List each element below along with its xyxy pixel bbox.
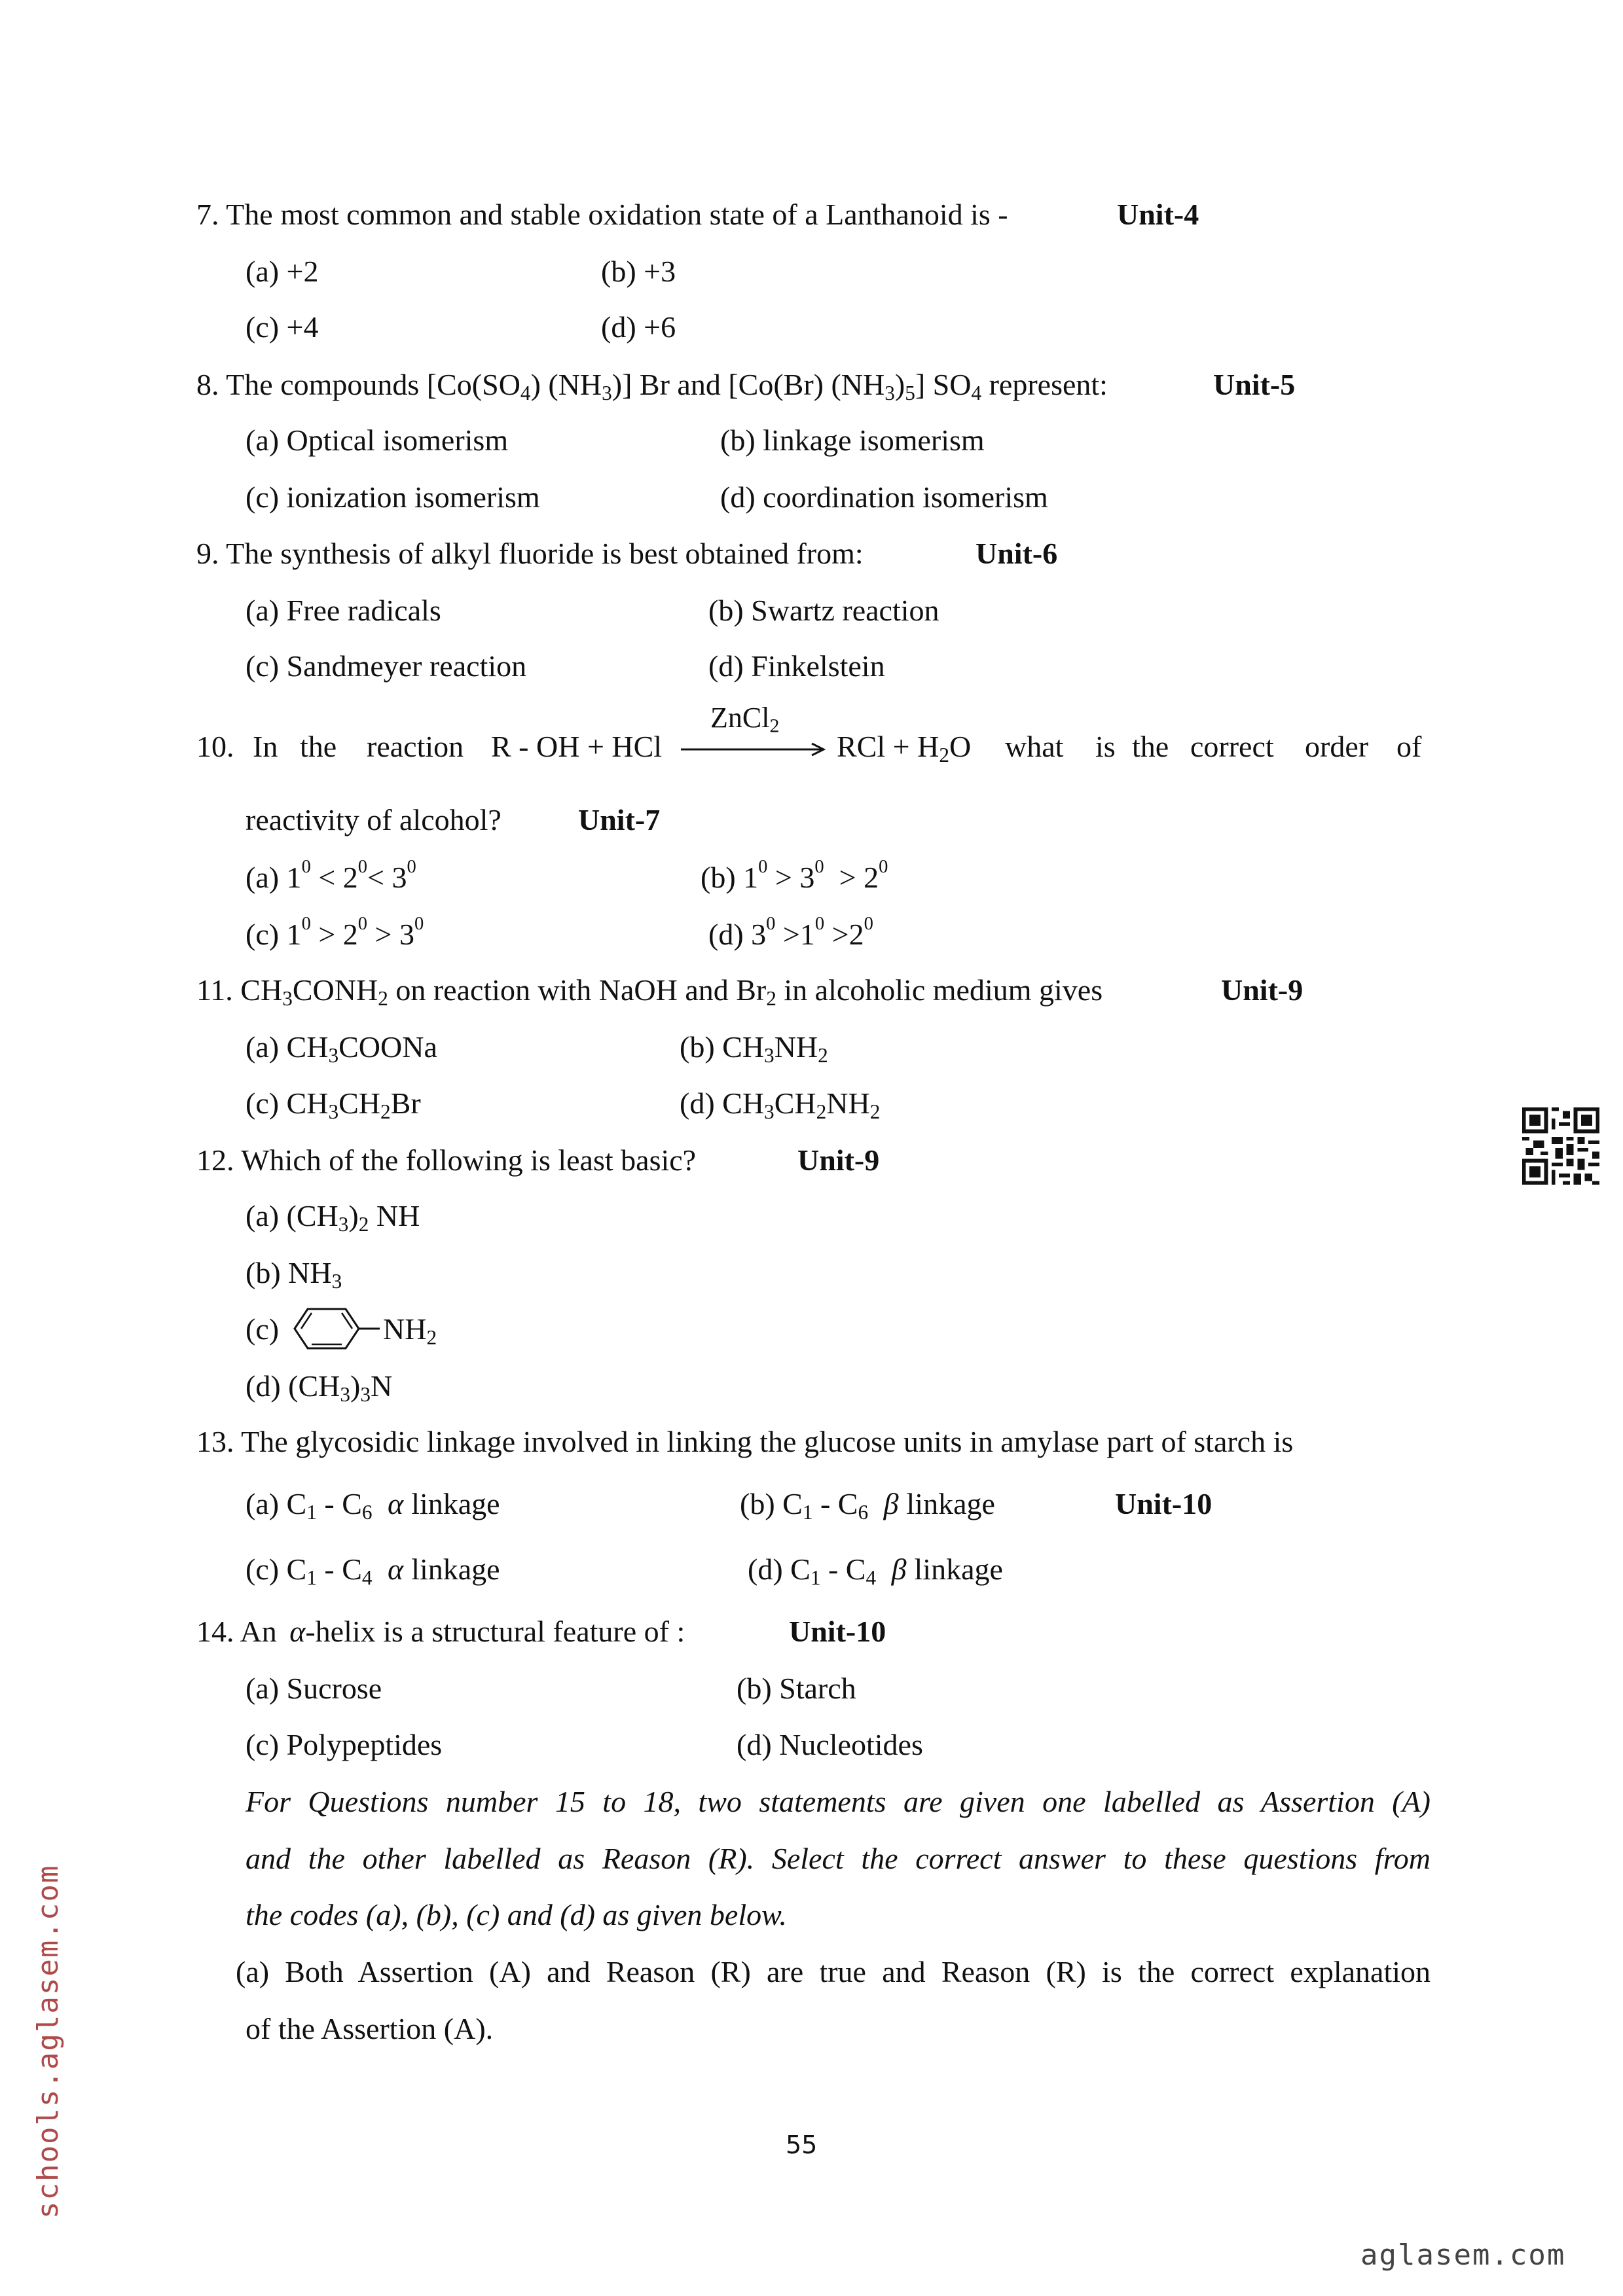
q12-option-d-sub: 3 [340,1382,350,1406]
q8-sub: 3 [884,381,895,404]
q8-text: represent: [981,368,1108,401]
q10-option-d-sup: 0 [814,914,825,935]
q13-unit: Unit-10 [1115,1487,1213,1520]
q13-option-b [740,1487,995,1524]
q12-option-d-text: ) [350,1369,361,1403]
q10-option-d-sup: 0 [864,914,873,935]
q13-option-a-text: (a) C [246,1487,307,1520]
q13-option-d-text: - C [820,1552,866,1586]
q13-option-b-sub: 1 [802,1500,813,1524]
q10-option-c-text: (c) 1 [246,918,302,951]
q10-products-sub: 2 [939,743,949,766]
q10-option-a-text: < 2 [310,861,358,894]
beta-symbol: β [891,1552,907,1586]
q13-option-b-text: (b) C [740,1487,803,1520]
q11-option-a-text: COONa [338,1030,437,1064]
q7-option-d: (d) +6 [601,310,676,344]
q12-option-a-text: (a) (CH [246,1199,338,1232]
q12-option-c-text: (c) [246,1312,280,1346]
alpha-symbol: α [289,1615,306,1648]
q10-catalyst-text: ZnCl [710,702,770,734]
q12-option-a-sub: 3 [338,1212,349,1236]
q10-option-b-sup: 0 [758,857,768,878]
q10-option-b-text: > 2 [824,861,879,894]
question-8 [196,368,1108,404]
q12-number: 12. [196,1143,234,1177]
q10-option-b-text: > 3 [767,861,815,894]
q10-option-a-text: (a) 1 [246,861,302,894]
q13-option-d-sub: 1 [810,1566,821,1589]
q11-option-b [680,1030,828,1067]
q10-option-d-text: (d) 3 [708,918,767,951]
watermark-side: schools.aglasem.com [31,1864,65,2219]
q10-option-a [246,857,416,894]
q12-option-b-sub: 3 [331,1269,342,1293]
q10-option-c [246,914,424,951]
q12-option-d-text: N [370,1369,393,1403]
instructions-line-1: For Questions number 15 to 18, two statements are given one labelled as Assertion (A) [246,1785,1431,1818]
q10-option-c-sup: 0 [357,914,368,935]
q7-option-b: (b) +3 [601,255,676,288]
q14-option-a: (a) Sucrose [246,1672,382,1705]
q11-option-d-sub: 2 [816,1100,827,1123]
q13-number: 13. [196,1425,234,1458]
q13-option-c [246,1552,500,1589]
q8-option-b: (b) linkage isomerism [720,423,985,457]
q12-option-c-text: NH [383,1312,427,1346]
q11-option-a-sub: 3 [328,1043,339,1067]
q8-option-a: (a) Optical isomerism [246,423,509,457]
q8-text: The compounds [Co(SO [226,368,520,401]
q11-sub: 2 [378,986,388,1010]
q13-option-c-text: linkage [411,1552,500,1586]
q13-option-a-sub: 6 [361,1500,373,1524]
q10-option-b [701,857,888,894]
question-13 [196,1427,1293,1457]
q8-sub: 5 [905,381,915,404]
q11-option-b-sub: 3 [764,1043,775,1067]
q10-catalyst-sub: 2 [769,715,780,737]
q12-option-b-text: (b) NH [246,1256,332,1289]
question-9 [196,539,864,569]
q12-option-c-sub: 2 [426,1325,437,1349]
q10-option-b-sup: 0 [879,857,888,878]
q7-option-a: (a) +2 [246,255,319,288]
q10-option-c-sup: 0 [301,914,311,935]
q8-sub: 4 [971,381,982,404]
q10-products-text: RCl + H [837,730,939,763]
q12-option-d [246,1369,393,1406]
q10-option-d [708,914,873,951]
q11-text: CONH [292,973,378,1007]
q12-option-a [246,1199,420,1236]
q13-option-b-text: linkage [906,1487,995,1520]
q8-number: 8. [196,368,219,401]
watermark-bottom: aglasem.com [1360,2238,1566,2272]
q10-option-d-text: >2 [824,918,864,951]
q14-text: An [240,1615,277,1648]
q10-option-b-sup: 0 [814,857,824,878]
q12-option-a-text: ) [348,1199,359,1232]
q8-option-d: (d) coordination isomerism [720,480,1048,514]
q14-text: -helix is a structural feature of : [305,1615,685,1648]
q11-option-d-text: (d) CH [680,1086,765,1120]
q10-option-a-sup: 0 [301,857,311,878]
q13-option-c-text: (c) C [246,1552,307,1586]
q7-option-c: (c) +4 [246,310,319,344]
q12-option-d-sub: 3 [360,1382,371,1406]
q11-option-d-text: CH [774,1086,816,1120]
q12-option-c-group [383,1312,437,1349]
q13-option-b-text: - C [812,1487,858,1520]
page-number: 55 [786,2130,818,2159]
beta-symbol: β [883,1487,899,1520]
q10-word: In [253,730,278,763]
q11-unit: Unit-9 [1221,973,1304,1007]
q13-option-c-sub: 1 [306,1566,317,1589]
q10-option-d-text: >1 [775,918,815,951]
q13-option-d-sub: 4 [866,1566,877,1589]
q9-number: 9. [196,537,219,570]
q7-number: 7. [196,198,219,231]
instructions-line-3: the codes (a), (b), (c) and (d) as given below. [246,1898,787,1931]
q10-option-c-text: > 3 [367,918,414,951]
q13-option-d-text: linkage [914,1552,1003,1586]
q11-option-b-text: (b) CH [680,1030,765,1064]
q8-unit: Unit-5 [1213,368,1296,401]
instructions-line-2: and the other labelled as Reason (R). Select the correct answer to these questions from [246,1842,1431,1875]
q10-word: order [1305,730,1369,763]
q8-text: ) [894,368,905,401]
q14-option-c: (c) Polypeptides [246,1728,443,1761]
q10-catalyst [710,702,780,737]
q10-option-a-text: < 3 [367,861,407,894]
q9-option-c: (c) Sandmeyer reaction [246,649,527,683]
assertion-option-a-line-1: (a) Both Assertion (A) and Reason (R) are true and Reason (R) is the correct explanation [236,1955,1431,1988]
q11-number: 11. [196,973,233,1007]
q10-option-a-sup: 0 [407,857,416,878]
q11-option-a [246,1030,437,1067]
q11-text: CH [240,973,283,1007]
q10-products [837,730,972,766]
q11-option-d-sub: 2 [869,1100,881,1123]
q10-word: the [1132,730,1169,763]
q9-text: The synthesis of alkyl fluoride is best obtained from: [226,537,864,570]
q11-option-d [680,1086,881,1123]
q10-unit: Unit-7 [578,803,661,836]
reaction-arrow-icon [681,740,831,759]
q11-option-c [246,1086,421,1123]
q11-option-b-sub: 2 [818,1043,828,1067]
alpha-symbol: α [388,1487,404,1520]
q13-option-a-sub: 1 [306,1500,317,1524]
q10-word: is [1095,730,1116,763]
assertion-option-a-line-2: of the Assertion (A). [246,2012,494,2045]
question-7 [196,200,1008,230]
q10-word: of [1396,730,1422,763]
q12-option-a-text: NH [369,1199,420,1232]
q11-option-d-sub: 3 [764,1100,775,1123]
q8-text: ] SO [915,368,972,401]
alpha-symbol: α [388,1552,404,1586]
q11-text: in alcoholic medium gives [776,973,1103,1007]
qr-code-icon [1522,1107,1599,1185]
q9-option-a: (a) Free radicals [246,594,441,627]
question-11 [196,973,1103,1010]
q10-option-d-sup: 0 [766,914,776,935]
q11-sub: 2 [766,986,776,1010]
q12-option-d-text: (d) (CH [246,1369,340,1403]
q8-sub: 4 [520,381,531,404]
q11-option-c-sub: 3 [328,1100,339,1123]
q12-option-c [246,1314,279,1344]
q13-option-d-text: (d) C [748,1552,811,1586]
q14-option-d: (d) Nucleotides [737,1728,923,1761]
q10-products-text: O [949,730,972,763]
q13-option-a [246,1487,500,1524]
q10-word: the [300,730,337,763]
q10-option-b-text: (b) 1 [701,861,759,894]
q8-text: ) (NH [530,368,602,401]
q10-word: correct [1190,730,1274,763]
q13-option-a-text: linkage [411,1487,500,1520]
q13-option-c-sub: 4 [361,1566,373,1589]
q8-sub: 3 [602,381,612,404]
q9-option-b: (b) Swartz reaction [708,594,939,627]
q12-option-a-sub: 2 [358,1212,369,1236]
q7-text: The most common and stable oxidation state of a Lanthanoid is - [226,198,1008,231]
q10-number: 10. [196,730,234,763]
q11-option-a-text: (a) CH [246,1030,329,1064]
q12-option-b [246,1256,342,1293]
q13-text: The glycosidic linkage involved in linking the glucose units in amylase part of starch is [241,1425,1294,1458]
question-14 [196,1617,685,1647]
q10-word: what [1005,730,1064,763]
q14-number: 14. [196,1615,234,1648]
q7-unit: Unit-4 [1117,198,1199,231]
q11-sub: 3 [282,986,293,1010]
q10-word: reaction [367,730,464,763]
q8-option-c: (c) ionization isomerism [246,480,540,514]
q13-option-d [748,1552,1003,1589]
q10-reactants: R - OH + HCl [491,730,663,763]
q10-line2: reactivity of alcohol? [246,803,501,836]
benzene-ring-icon [288,1306,386,1352]
q11-option-d-text: NH [826,1086,870,1120]
q10-option-c-text: > 2 [310,918,358,951]
q13-option-b-sub: 6 [858,1500,869,1524]
q8-text: )] Br and [Co(Br) (NH [611,368,885,401]
q13-option-a-text: - C [316,1487,362,1520]
q13-option-c-text: - C [316,1552,362,1586]
q14-unit: Unit-10 [789,1615,886,1648]
q11-option-c-sub: 2 [380,1100,391,1123]
q9-unit: Unit-6 [976,537,1058,570]
q11-text: on reaction with NaOH and Br [388,973,767,1007]
q10-option-c-sup: 0 [414,914,424,935]
q11-option-c-text: Br [390,1086,421,1120]
q11-option-b-text: NH [774,1030,818,1064]
q11-option-c-text: (c) CH [246,1086,329,1120]
question-12 [196,1145,696,1175]
q14-option-b: (b) Starch [737,1672,856,1705]
q10-option-a-sup: 0 [357,857,368,878]
q9-option-d: (d) Finkelstein [708,649,885,683]
q12-unit: Unit-9 [797,1143,880,1177]
q12-text: Which of the following is least basic? [241,1143,697,1177]
q11-option-c-text: CH [338,1086,381,1120]
